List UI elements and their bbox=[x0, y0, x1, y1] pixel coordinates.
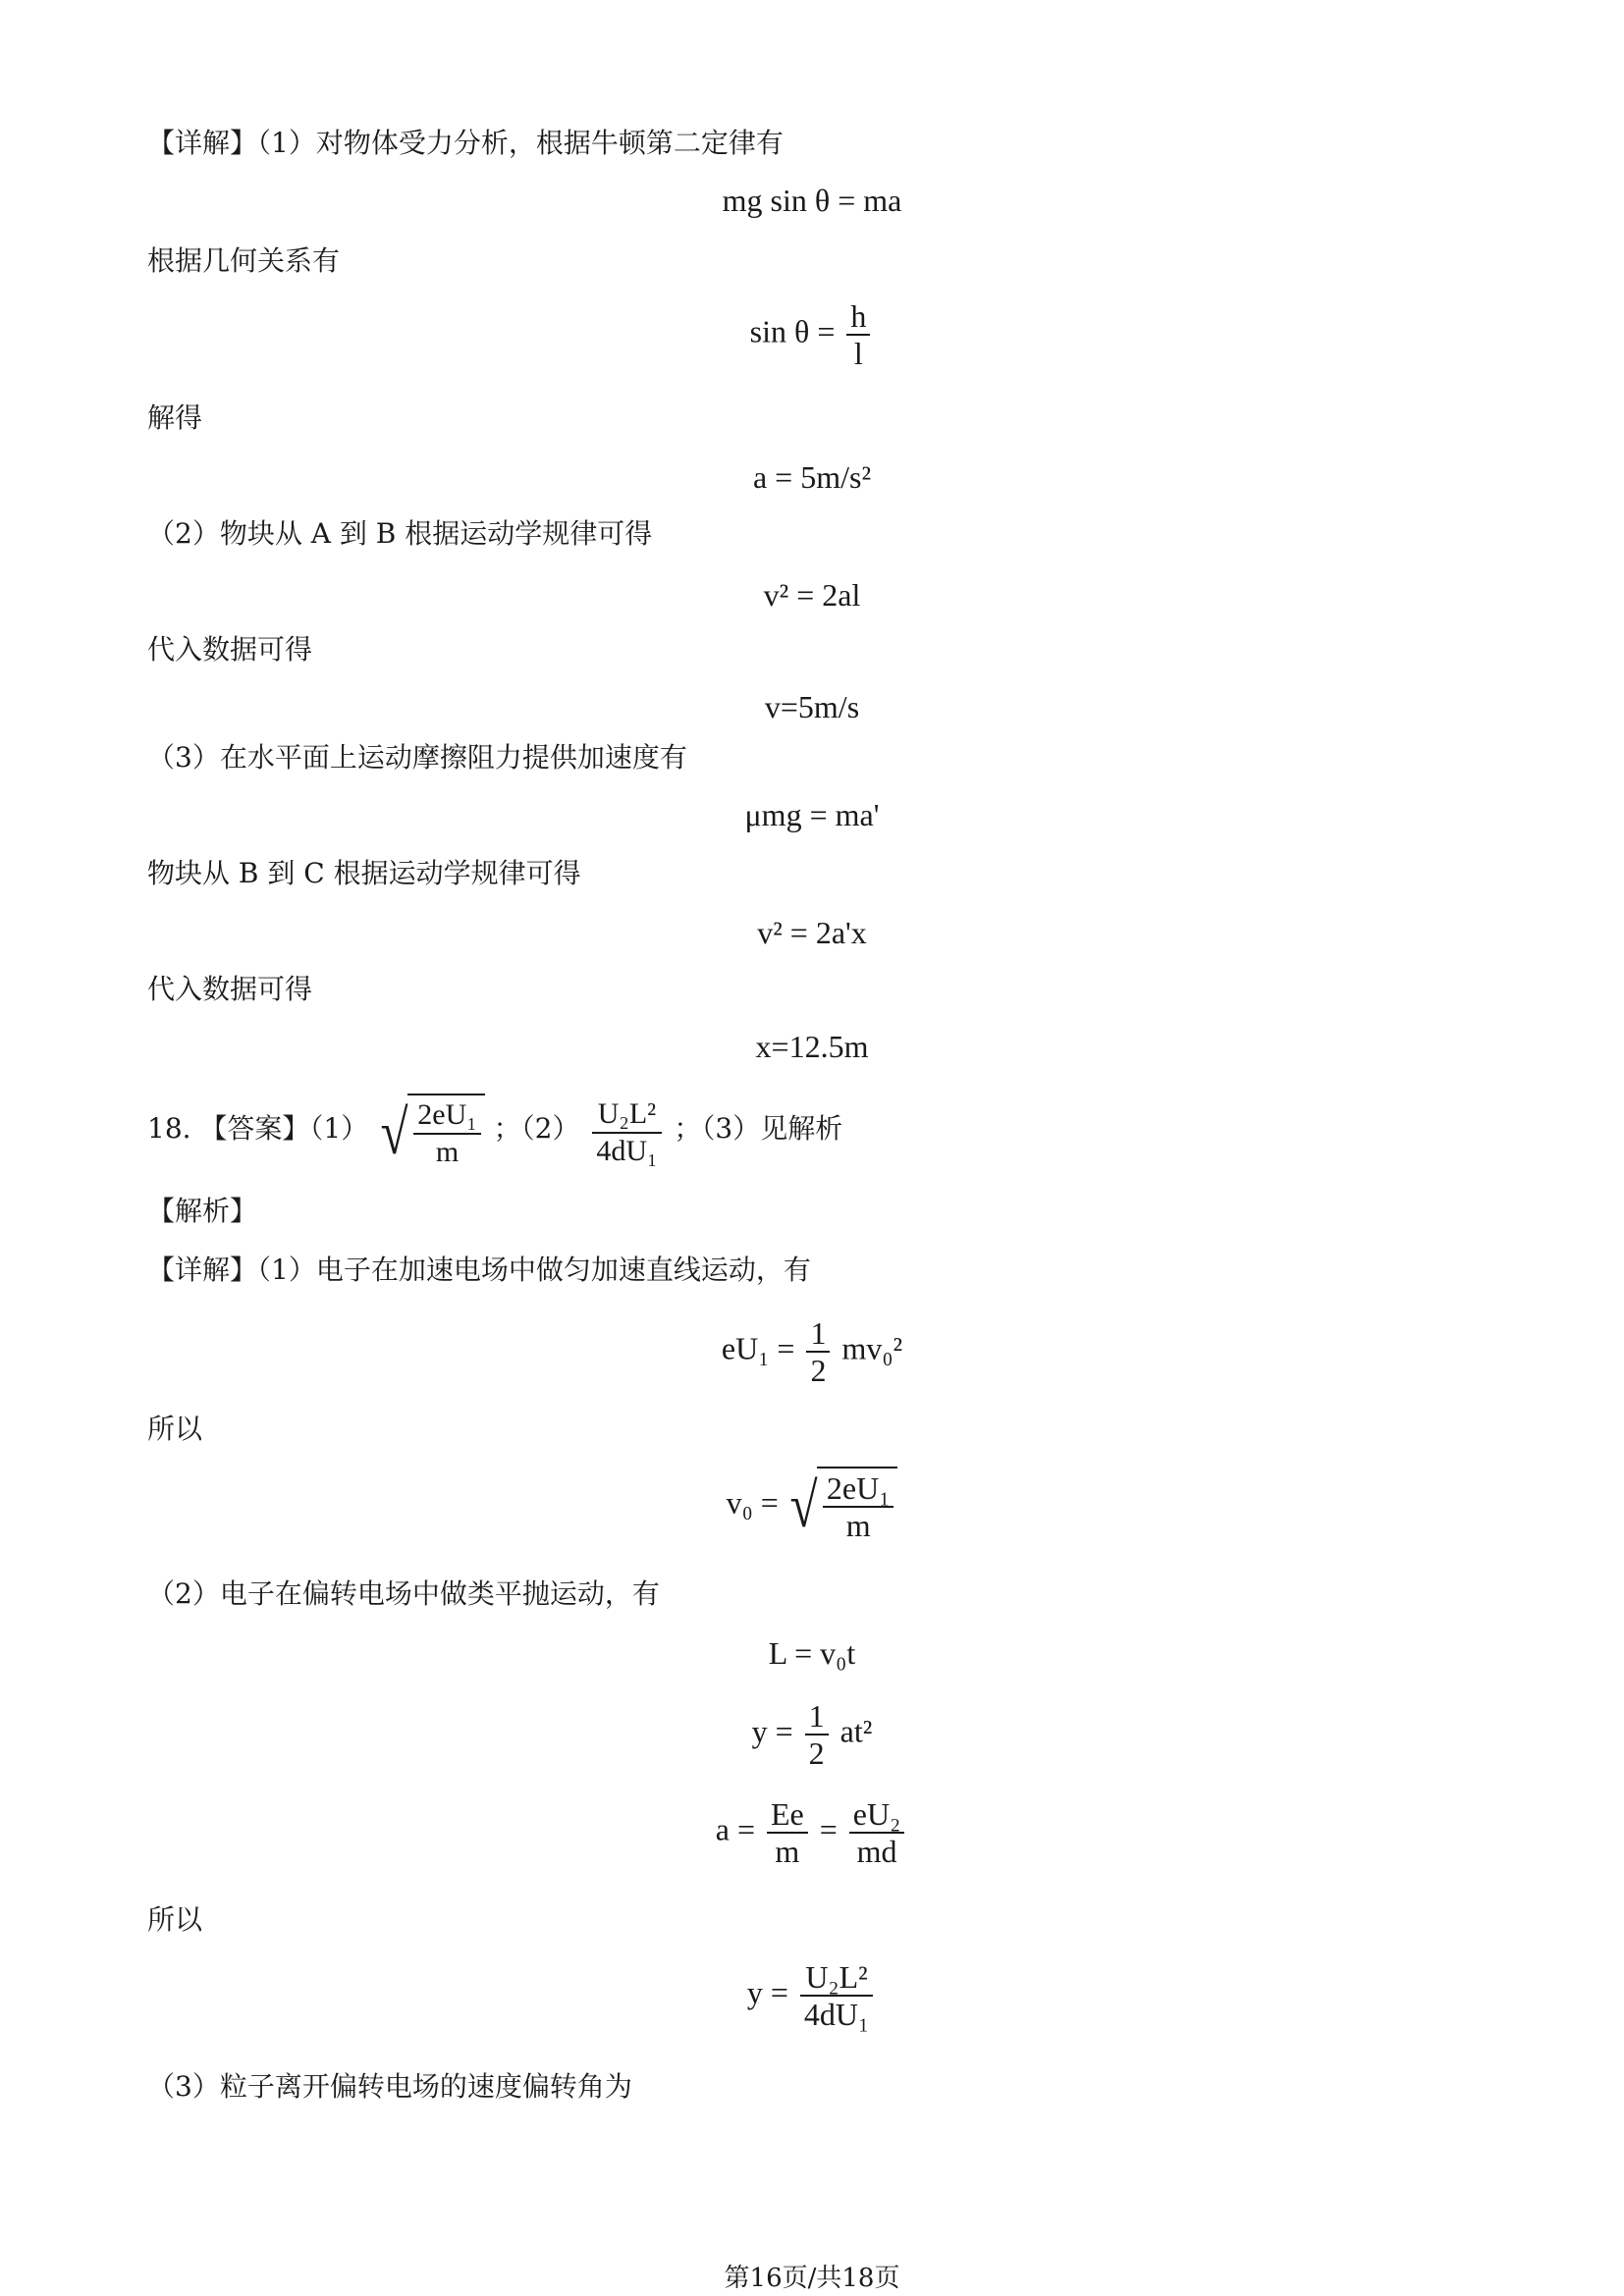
paragraph-geometry: 根据几何关系有 bbox=[147, 244, 341, 277]
paragraph-detail-2: 【详解】（1）电子在加速电场中做匀加速直线运动，有 bbox=[147, 1254, 811, 1286]
fraction-numerator: U₂L² bbox=[800, 1959, 873, 1997]
paragraph-bc: 物块从 B 到 C 根据运动学规律可得 bbox=[147, 857, 581, 889]
fraction-denominator: l bbox=[853, 336, 863, 371]
paragraph-part3-angle: （3）粒子离开偏转电场的速度偏转角为 bbox=[147, 2070, 632, 2103]
fraction bbox=[413, 1097, 480, 1170]
answer-line-18 bbox=[147, 1088, 842, 1172]
sqrt bbox=[786, 1467, 898, 1545]
equation-v0 bbox=[0, 1467, 1624, 1545]
fraction-denominator: m bbox=[845, 1508, 871, 1543]
paragraph-therefore-2: 所以 bbox=[147, 1903, 203, 1936]
fraction-denominator: md bbox=[856, 1834, 897, 1869]
fraction-denominator: 2 bbox=[808, 1735, 825, 1771]
equation-lhs: eU₁ = bbox=[721, 1330, 795, 1366]
radical-sign: √ bbox=[380, 1096, 408, 1167]
equation-acceleration: a = 5m/s² bbox=[752, 459, 872, 495]
paragraph-part3: （3）在水平面上运动摩擦阻力提供加速度有 bbox=[147, 741, 687, 774]
equation-velocity: v=5m/s bbox=[764, 689, 860, 724]
equation-kinematics-bc: v² = 2a'x bbox=[757, 915, 867, 950]
heading-analysis: 【解析】 bbox=[147, 1195, 258, 1227]
answer-1-math bbox=[377, 1089, 485, 1171]
equation-deflection bbox=[0, 1959, 1624, 2032]
fraction-numerator: 2eU₁ bbox=[823, 1470, 893, 1508]
fraction-numerator: 1 bbox=[805, 1698, 829, 1735]
fraction-numerator: U₂L² bbox=[592, 1096, 661, 1134]
fraction bbox=[800, 1959, 873, 2032]
page-footer: 第16页/共18页 bbox=[724, 2264, 900, 2293]
radicand bbox=[817, 1467, 897, 1545]
equation-energy bbox=[0, 1315, 1624, 1388]
fraction-numerator: Ee bbox=[767, 1796, 808, 1834]
equation-rhs: mv₀² bbox=[841, 1330, 903, 1366]
fraction-denominator: 4dU₁ bbox=[803, 1997, 870, 2032]
equation-distance: x=12.5m bbox=[755, 1029, 869, 1064]
equation-lhs: sin θ = bbox=[749, 313, 836, 349]
fraction-numerator: h bbox=[846, 298, 870, 336]
equation-sin-theta bbox=[0, 298, 1624, 371]
fraction bbox=[805, 1698, 829, 1771]
equation-horizontal: L = v₀t bbox=[768, 1635, 856, 1671]
radicand bbox=[407, 1094, 484, 1172]
equation-newton-second-law: mg sin θ = ma bbox=[722, 183, 902, 218]
paragraph-substitute-2: 代入数据可得 bbox=[147, 973, 313, 1005]
paragraph-substitute-1: 代入数据可得 bbox=[147, 633, 313, 666]
equation-lhs: y = bbox=[751, 1713, 793, 1749]
answer-prefix: 18. 【答案】（1） bbox=[147, 1112, 369, 1145]
fraction bbox=[592, 1096, 661, 1169]
equation-kinematics-ab: v² = 2al bbox=[763, 577, 861, 613]
fraction-numerator: eU₂ bbox=[849, 1796, 904, 1834]
radical-sign: √ bbox=[789, 1470, 818, 1540]
paragraph-part2: （2）物块从 A 到 B 根据运动学规律可得 bbox=[147, 517, 653, 550]
fraction bbox=[846, 298, 870, 371]
equation-lhs: y = bbox=[746, 1974, 788, 2010]
fraction bbox=[767, 1796, 808, 1869]
paragraph-detail-1: 【详解】（1）对物体受力分析，根据牛顿第二定律有 bbox=[147, 127, 784, 159]
equation-friction: μmg = ma' bbox=[744, 797, 880, 832]
equation-lhs: v₀ = bbox=[726, 1484, 779, 1521]
equation-lhs: a = bbox=[715, 1811, 755, 1847]
fraction-denominator: m bbox=[435, 1135, 460, 1168]
paragraph-therefore-1: 所以 bbox=[147, 1413, 203, 1445]
fraction bbox=[806, 1315, 830, 1388]
fraction-denominator: 2 bbox=[810, 1353, 827, 1388]
equals-sign: = bbox=[819, 1811, 838, 1847]
equation-vertical bbox=[0, 1698, 1624, 1771]
equation-field-acceleration bbox=[0, 1796, 1624, 1869]
fraction-numerator: 2eU₁ bbox=[413, 1097, 480, 1135]
fraction-numerator: 1 bbox=[806, 1315, 830, 1353]
fraction bbox=[823, 1470, 893, 1543]
fraction bbox=[849, 1796, 904, 1869]
answer-suffix: ；（3）见解析 bbox=[674, 1112, 843, 1145]
answer-2-math bbox=[588, 1090, 665, 1172]
answer-separator: ；（2） bbox=[493, 1112, 580, 1145]
fraction-denominator: m bbox=[775, 1834, 800, 1869]
equation-rhs: at² bbox=[839, 1713, 873, 1749]
paragraph-solve: 解得 bbox=[147, 401, 203, 434]
sqrt bbox=[377, 1094, 485, 1172]
fraction-denominator: 4dU₁ bbox=[596, 1134, 658, 1167]
paragraph-part2-electron: （2）电子在偏转电场中做类平抛运动，有 bbox=[147, 1577, 660, 1610]
